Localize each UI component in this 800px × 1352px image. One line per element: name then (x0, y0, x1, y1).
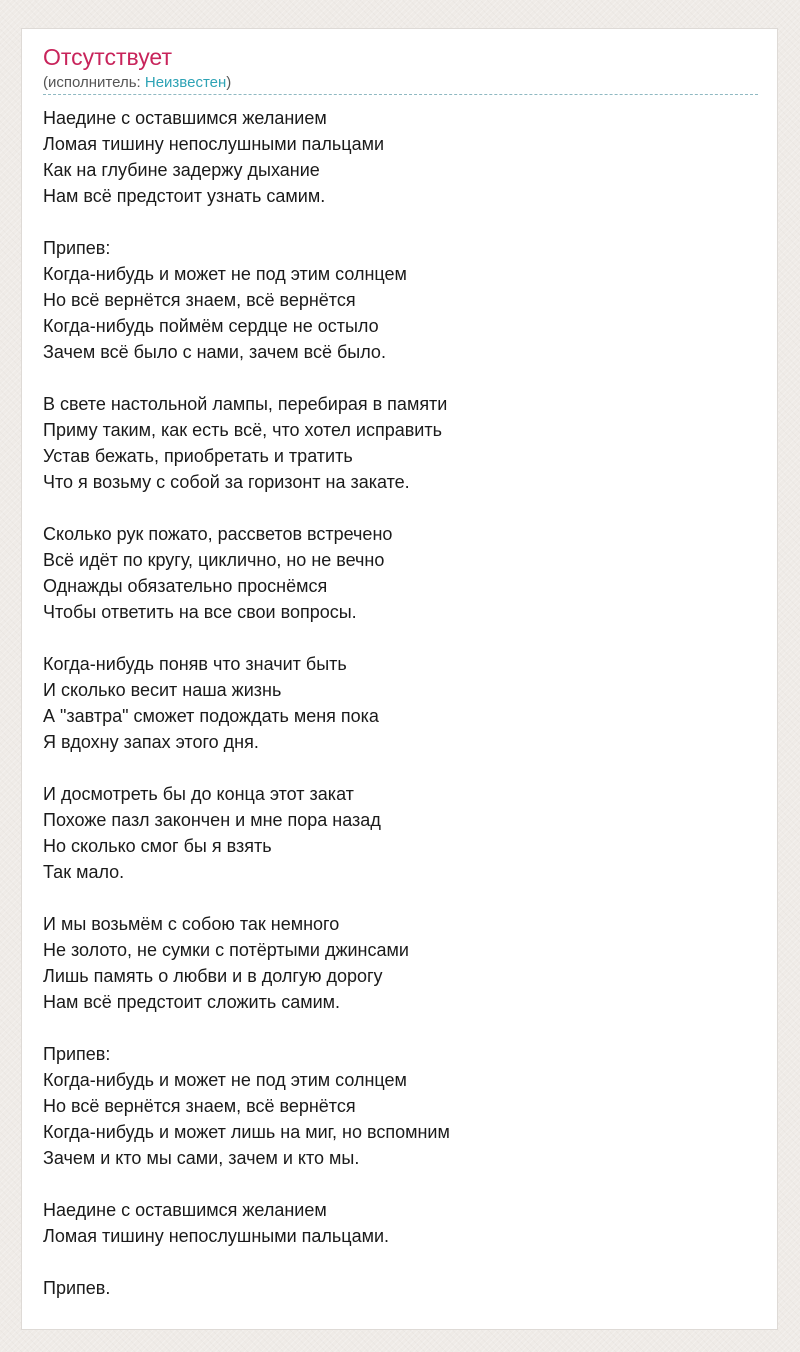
lyrics-text (43, 105, 758, 1327)
lyrics-line: Ломая тишину непослушными пальцами. (43, 1226, 390, 1246)
lyrics-line: Зачем всё было с нами, зачем всё было. (43, 342, 386, 362)
lyrics-line: Сколько рук пожато, рассветов встречено (43, 524, 393, 544)
lyrics-stanza (43, 781, 758, 885)
lyrics-line: Лишь память о любви и в долгую дорогу (43, 966, 383, 986)
lyrics-stanza (43, 105, 758, 209)
artist-link[interactable]: Неизвестен (144, 74, 227, 91)
lyrics-card (21, 28, 778, 1330)
lyrics-line: В свете настольной лампы, перебирая в памяти (43, 394, 448, 414)
lyrics-stanza (43, 521, 758, 625)
lyrics-line: Зачем и кто мы сами, зачем и кто мы. (43, 1148, 360, 1168)
lyrics-stanza (43, 1275, 758, 1301)
lyrics-line: Чтобы ответить на все свои вопросы. (43, 602, 357, 622)
lyrics-line: Похоже пазл закончен и мне пора назад (43, 810, 381, 830)
lyrics-line: Приму таким, как есть всё, что хотел исправить (43, 420, 442, 440)
lyrics-line: И мы возьмём с собою так немного (43, 914, 340, 934)
lyrics-line: Когда-нибудь и может не под этим солнцем (43, 1070, 407, 1090)
artist-suffix: ) (226, 74, 232, 91)
lyrics-line: Припев: (43, 238, 111, 258)
lyrics-line: Я вдохну запах этого дня. (43, 732, 259, 752)
lyrics-line: Не золото, не сумки с потёртыми джинсами (43, 940, 409, 960)
lyrics-stanza (43, 391, 758, 495)
lyrics-stanza (43, 235, 758, 365)
lyrics-line: Наедине с оставшимся желанием (43, 108, 327, 128)
lyrics-line: Нам всё предстоит сложить самим. (43, 992, 341, 1012)
lyrics-line: Припев. (43, 1278, 111, 1298)
lyrics-line: И досмотреть бы до конца этот закат (43, 784, 354, 804)
lyrics-line: Когда-нибудь и может не под этим солнцем (43, 264, 407, 284)
lyrics-line: Устав бежать, приобретать и тратить (43, 446, 353, 466)
lyrics-line: Всё идёт по кругу, циклично, но не вечно (43, 550, 385, 570)
lyrics-line: Нам всё предстоит узнать самим. (43, 186, 326, 206)
lyrics-stanza (43, 911, 758, 1015)
lyrics-line: Но всё вернётся знаем, всё вернётся (43, 290, 356, 310)
lyrics-line: Припев: (43, 1044, 111, 1064)
lyrics-line: Ломая тишину непослушными пальцами (43, 134, 385, 154)
lyrics-line: Но всё вернётся знаем, всё вернётся (43, 1096, 356, 1116)
lyrics-line: Что я возьму с собой за горизонт на закате. (43, 472, 410, 492)
artist-prefix: (исполнитель: (43, 74, 145, 91)
lyrics-line: Когда-нибудь и может лишь на миг, но вспомним (43, 1122, 450, 1142)
lyrics-line: И сколько весит наша жизнь (43, 680, 282, 700)
song-title: Отсутствует (43, 44, 172, 70)
artist-line (43, 74, 231, 92)
lyrics-line: Наедине с оставшимся желанием (43, 1200, 327, 1220)
lyrics-line: Так мало. (43, 862, 125, 882)
lyrics-line: Как на глубине задержу дыхание (43, 160, 320, 180)
lyrics-stanza (43, 1041, 758, 1171)
lyrics-stanza (43, 1197, 758, 1249)
lyrics-line: Когда-нибудь поняв что значит быть (43, 654, 347, 674)
lyrics-line: Когда-нибудь поймём сердце не остыло (43, 316, 379, 336)
lyrics-stanza (43, 651, 758, 755)
lyrics-line: Однажды обязательно проснёмся (43, 576, 328, 596)
lyrics-line: А "завтра" сможет подождать меня пока (43, 706, 379, 726)
title-divider (43, 94, 758, 95)
lyrics-line: Но сколько смог бы я взять (43, 836, 272, 856)
